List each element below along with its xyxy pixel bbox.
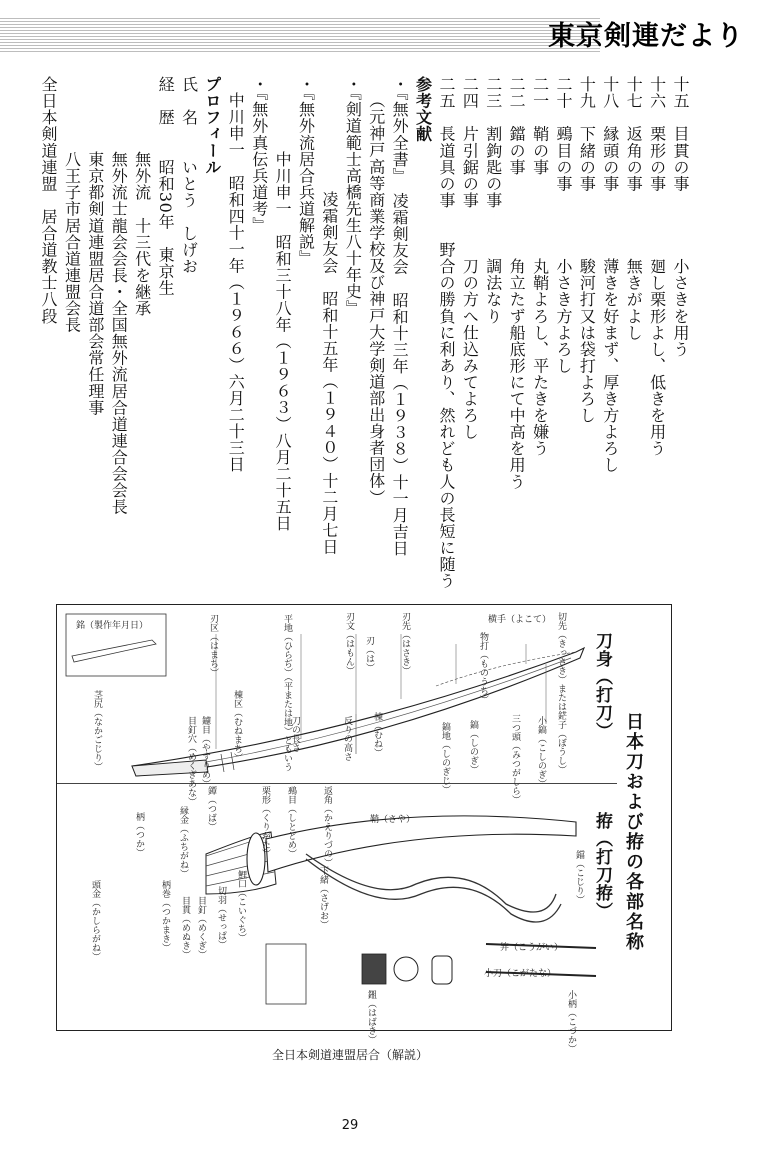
reference-note: 凌霜剣友会 昭和十五年（１９４０）十二月七日: [319, 191, 339, 556]
label-habaki: 鎺（はばき）: [366, 990, 376, 1044]
label-katana-nagasa: 刀の長さ: [290, 716, 300, 752]
text-line: 十七 返角の事 無きがよし: [624, 76, 644, 341]
reference-item: ・『剣道範士高橋先生八十年史』: [343, 76, 363, 317]
label-kogai: 笄（こうがい）: [500, 943, 564, 953]
profile-name: 氏 名 いとう しげお: [179, 76, 199, 275]
label-mei: 銘（製作年月日）: [76, 621, 149, 631]
text-line: 二一 鞘の事 丸鞘よろし、平たきを嫌う: [530, 76, 550, 457]
label-kozuka: 小柄（こづか）: [566, 990, 576, 1053]
label-shitodome: 鵐目（しとどめ）: [286, 786, 296, 858]
label-shinogiji: 鎬地（しのぎじ）: [440, 722, 450, 794]
label-koshinogi: 小鎬（こしのぎ）: [536, 716, 546, 788]
label-shinogi: 鎬（しのぎ）: [468, 720, 478, 774]
label-munemachi: 棟区（むねまち）: [232, 690, 242, 762]
label-mune: 棟（むね）: [372, 712, 382, 757]
label-seppa: 切羽（せっぱ）: [216, 886, 226, 949]
label-makiito: 柄巻（つかまき）: [160, 880, 170, 952]
figure-title: 日本刀および拵の各部名称: [623, 712, 644, 952]
vertical-text-body: [20, 76, 692, 590]
reference-item: ・『無外流居合兵道解説』: [296, 76, 316, 267]
label-mitsukashira: 三つ頭（みつがしら）: [510, 714, 520, 804]
profile-career-line: 無外流士龍会会長・全国無外流居合道連合会会長: [109, 151, 129, 516]
reference-note: （元神戸高等商業学校及び神戸大学剣道部出身者団体）: [366, 92, 386, 506]
text-line: 二二 鐺の事 角立たず船底形にて中高を用う: [507, 76, 527, 490]
profile-career-line: 全日本剣道連盟 居合道教士八段: [39, 76, 59, 325]
label-saya: 鞘（さや）: [370, 815, 416, 825]
reference-note: 中川申一 昭和四十一年（１９６６）六月二十三日: [226, 92, 246, 473]
label-hasaki: 刃先（はさき）: [400, 612, 410, 675]
text-line: 二五 長道具の事 野合の勝負に利あり、然れども人の長短に随う: [436, 76, 456, 590]
text-line: 二十 鵐目の事 小さき方よろし: [553, 76, 573, 374]
label-hamachi: 刃区（はまち）: [208, 614, 218, 677]
label-mekugi: 目釘（めくぎ）: [196, 896, 206, 959]
label-ha: 刃（は）: [364, 636, 374, 672]
label-kissaki: 切先（きっさき）または鋩子（ぼうし）: [556, 612, 566, 774]
reference-item: ・『無外真伝兵道考』: [249, 76, 269, 234]
reference-note: 中川申一 昭和三十八年（１９６３）八月二十五日: [273, 151, 293, 532]
label-kashira: 頭金（かしらがね）: [90, 880, 100, 961]
label-nakago: 茎尻（なかごじり）: [92, 690, 102, 771]
header-stripe: [0, 18, 600, 52]
label-sori: 反りの高さ: [342, 716, 352, 761]
label-fuchigane: 縁金（ふちがね）: [178, 806, 188, 878]
text-line: 十六 栗形の事 廻し栗形よし、低きを用う: [647, 76, 667, 457]
label-kojiri: 鐺（こじり）: [574, 850, 584, 904]
label-monouchi: 物打（ものうち）: [478, 632, 488, 704]
text-line: 十八 縁頭の事 薄きを好まず、厚き方よろし: [600, 76, 620, 474]
label-tsuka: 柄（つか）: [134, 812, 144, 857]
label-kurigata: 栗形（くりがた）: [260, 786, 270, 858]
label-menuki: 目貫（めぬき）: [180, 896, 190, 959]
header-title: 東京剣連だより: [548, 21, 744, 52]
profile-career: 経 歴 昭和30年 東京生: [156, 76, 176, 297]
label-hamon: 刃文（はもん）: [344, 612, 354, 675]
label-yasurime: 鑢目（やすりめ）: [200, 716, 210, 788]
reference-item: ・『無外全書』 凌霜剣友会 昭和十三年（１９３８）十一月吉日: [390, 76, 410, 557]
profile-career-line: 無外流 十三代を継承: [132, 151, 152, 317]
text-line: 二四 片引鋸の事 刀の方へ仕込みてよろし: [460, 76, 480, 441]
label-kogatana: 小刀（こがたな）: [484, 969, 557, 979]
label-hiraji: 平地（ひらぢ）（平または地）ともいう: [282, 614, 292, 772]
text-line: 十五 目貫の事 小さきを用う: [671, 76, 690, 358]
text-line: 二三 割鉤匙の事 調法なり: [483, 76, 503, 325]
profile-career-line: 東京都剣道連盟居合道部会常任理事: [85, 151, 105, 416]
references-heading: 参考文献: [413, 76, 433, 143]
profile-career-line: 八王子市居合道連盟会長: [62, 151, 82, 334]
label-mount-part: 拵（打刀拵）: [592, 812, 612, 920]
label-koiguchi: 鯉口（こいぐち）: [236, 870, 246, 942]
label-mekugi-ana: 目釘穴（めくぎあな）: [186, 716, 196, 806]
figure-caption: 全日本剣道連盟居合（解説）: [271, 1048, 428, 1062]
text-line: 十九 下緒の事 駿河打又は袋打よろし: [577, 76, 597, 424]
label-kaeritsuno: 返角（かえりづの）: [322, 786, 332, 867]
label-tsuba: 鐔（つば）: [206, 786, 216, 831]
page-number: 29: [341, 1118, 359, 1133]
profile-heading: プロフィール: [202, 76, 222, 176]
label-blade-part: 刀身（打刀）: [592, 632, 612, 740]
label-sageo: 下緒（さげお）: [318, 866, 328, 929]
label-yokote: 横手（よこて）: [488, 615, 552, 625]
